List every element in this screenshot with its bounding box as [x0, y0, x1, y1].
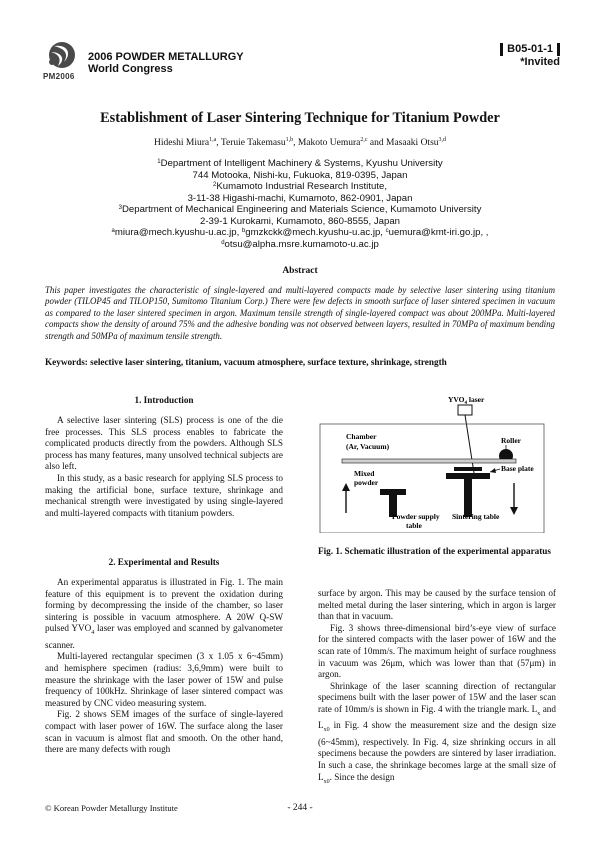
affiliation-line — [0, 158, 600, 170]
affil-mark: 1 — [157, 159, 161, 165]
email-mark: b — [241, 228, 246, 234]
paper-title: Establishment of Laser Sintering Technique for Titanium Powder — [100, 110, 500, 126]
section-1-heading: 1. Introduction — [134, 395, 194, 405]
text-run: and L — [318, 703, 556, 731]
paragraph: Fig. 3 shows three-dimensional bird’s-eye view of surface for the sintered compacts with the laser power of 16W and the scan rate of 10mm/s. The maximum height of surface roughness in vacuum was 26μm, which was lower than that (57μm) in argon. — [318, 622, 556, 680]
sintering-piston-head — [446, 473, 490, 479]
author-affil-mark: 2,c — [360, 137, 368, 143]
affiliation-line — [0, 193, 600, 205]
right-column-body — [318, 588, 556, 788]
roller-label: Roller — [501, 436, 521, 445]
author-list: Hideshi Miura$^{1,a}$, Teruie Takemasu$^{1,b}$, Makoto Uemura$^{2,c}$ and Masaaki Otsu$^{3,d}$ — [153, 137, 447, 148]
email-link[interactable]: uemura@kmt-iri.go.jp, , — [388, 227, 489, 238]
paragraph — [318, 681, 556, 788]
sintered-part — [454, 467, 482, 471]
invited-label: *Invited — [520, 56, 560, 68]
paragraph: A selective laser sintering (SLS) process is one of the die free processes. This SLS process enables to fabricate the complicated products directly from the powders. Although SLS process has many features, many unsolved technical subjects are also left. — [45, 415, 283, 472]
author-name: Masaaki Otsu — [386, 138, 439, 148]
affil-text: 744 Motooka, Nishi-ku, Fukuoka, 819-0395, Japan — [192, 169, 408, 181]
page-number: - 244 - — [287, 803, 313, 813]
text-run: An experimental apparatus is illustrated in Fig. 1. The main feature of this equipment is to prevent the oxidation during forming by decompressing the inside of the chamber, so laser sintering is possible in vacuum atmosphere. A 20W Q-SW pulsed YVO — [45, 577, 283, 634]
paragraph: Multi-layered rectangular specimen (3 x 1.05 x 6~45mm) and hemisphere specimen (radius: 3,6,9mm) were built to measure the shrinkage with the laser power of 15W and pulse frequency of 100kHz. Shrinkage of laser sintered compact was measured by CNC video measuring system. — [45, 651, 283, 708]
email-mark: c — [385, 228, 389, 234]
subscript: x0 — [323, 727, 330, 734]
email-link[interactable]: gmzkckk@mech.kyushu-u.ac.jp, — [245, 227, 386, 238]
section-1-body — [45, 415, 283, 519]
affil-mark: 3 — [118, 205, 122, 211]
subscript: x0 — [323, 778, 330, 785]
paragraph: Fig. 2 shows SEM images of the surface of single-layered compact with laser power of 16W. The surface along the laser scan in vacuum is almost flat and smooth. On the other hand, there are many defects with rough — [45, 709, 283, 755]
mixed-powder-label: powder — [354, 478, 379, 487]
author-name: Hideshi Miura — [153, 138, 210, 148]
email-link[interactable]: miura@mech.kyushu-u.ac.jp, — [114, 227, 242, 238]
conference-line-2: World Congress — [88, 63, 173, 75]
paragraph: surface by argon. This may be caused by the surface tension of melted metal during the laser sintering, which in argon is larger than that in vacuum. — [318, 588, 556, 622]
email-mark: d — [221, 239, 225, 246]
affil-text: 3-11-38 Higashi-machi, Kumamoto, 862-0901, Japan — [187, 192, 413, 204]
author-affil-mark: 1,a — [209, 137, 217, 143]
affiliation-line — [0, 204, 600, 216]
section-2-body — [45, 577, 283, 756]
powder-supply-label: table — [406, 521, 422, 530]
text-run: Shrinkage of the laser scanning direction of rectangular specimens built with the laser power of 15W and the laser scan rate of 10mm/s is shown in Fig. 4 with the triangle mark. L — [318, 680, 556, 714]
email-link[interactable]: otsu@alpha.msre.kumamoto-u.ac.jp — [224, 238, 379, 250]
affil-text: Department of Mechanical Engineering and Materials Science, Kumamoto University — [121, 204, 482, 215]
abstract-body: This paper investigates the characteristic of single-layered and multi-layered compacts made by selective laser sintering using titanium powder (TILOP45 and TILOP150, Sumitomo Titanium Corp.) There were few defects in smooth surface of laser sintered specimen in vacuum as compared to the laser sintered specimen in argon. Maximum tensile strength of single-layered compact was about 200MPa. Multi-layered compacts show the density of around 75% and the adhesive bonding was not observed between layers, resulted in 70MPa of maximum bending strength and 50MPa of maximum tensile strength. — [45, 285, 555, 341]
laser-label: $YVO_4$ laser — [448, 395, 485, 406]
affil-text: 2-39-1 Kurokami, Kumamoto, 860-8555, Japan — [200, 215, 400, 227]
figure-1-schematic — [318, 393, 546, 533]
text-run: laser was employed and scanned by galvanometer scanner. — [45, 623, 283, 650]
figure-1-caption: Fig. 1. Schematic illustration of the experimental apparatus — [318, 546, 551, 556]
conference-title — [88, 51, 244, 75]
affiliation-line — [0, 181, 600, 193]
keywords: Keywords: selective laser sintering, titanium, vacuum atmosphere, surface texture, shrinkage, strength — [45, 357, 447, 367]
affiliation-line — [0, 170, 600, 182]
author-name: Teruie Takemasu — [220, 138, 286, 148]
copyright: © Korean Powder Metallurgy Institute — [45, 803, 178, 813]
affiliations — [0, 158, 600, 250]
chamber-label: (Ar, Vacuum) — [346, 442, 390, 451]
chamber-label: Chamber — [346, 432, 377, 441]
author-affil-mark: 1,b — [285, 137, 294, 143]
paragraph — [45, 577, 283, 651]
subscript: 4 — [91, 630, 95, 637]
author-affil-mark: 3,d — [438, 137, 447, 143]
affil-mark: 2 — [213, 182, 217, 188]
paper-id-block — [500, 43, 560, 69]
affil-text: Department of Intelligent Machinery & Systems, Kyushu University — [160, 158, 443, 169]
conference-line-1: 2006 POWDER METALLURGY — [88, 51, 244, 63]
top-plate — [342, 459, 516, 463]
paragraph: In this study, as a basic research for applying SLS process to making the artificial bone, surface texture, shrinkage and mechanical strength were investigated by using single-layered and multi-layered compacts with titanium powders. — [45, 472, 283, 518]
email-line — [0, 227, 600, 239]
affil-text: Kumamoto Industrial Research Institute, — [216, 181, 387, 192]
email-mark: a — [111, 228, 115, 234]
supply-piston-head — [380, 489, 406, 495]
logo-text: PM2006 — [43, 72, 75, 81]
sintering-table-label: Sintering table — [452, 512, 500, 521]
subscript: x — [537, 710, 541, 717]
email-line — [0, 239, 600, 251]
section-2-heading: 2. Experimental and Results — [108, 557, 220, 567]
text-run: in Fig. 4 show the measurement size and the design size (6~45mm), respectively. In Fig. 4, size shrinking occurs in all specimens because the powders are sintered by laser irradiation. In such a case, the shrinkage becomes large at the small size of L — [318, 720, 556, 782]
author-name: Makoto Uemura — [297, 138, 361, 148]
laser-source-icon — [458, 405, 472, 415]
affiliation-line — [0, 216, 600, 228]
text-run: . Since the design — [329, 771, 395, 782]
paper-id: B05-01-1 — [500, 43, 560, 56]
abstract-heading: Abstract — [282, 266, 318, 276]
base-plate-label: Base plate — [501, 464, 534, 473]
mixed-powder-label: Mixed — [354, 469, 375, 478]
powder-supply-label: Powder supply — [392, 512, 440, 521]
